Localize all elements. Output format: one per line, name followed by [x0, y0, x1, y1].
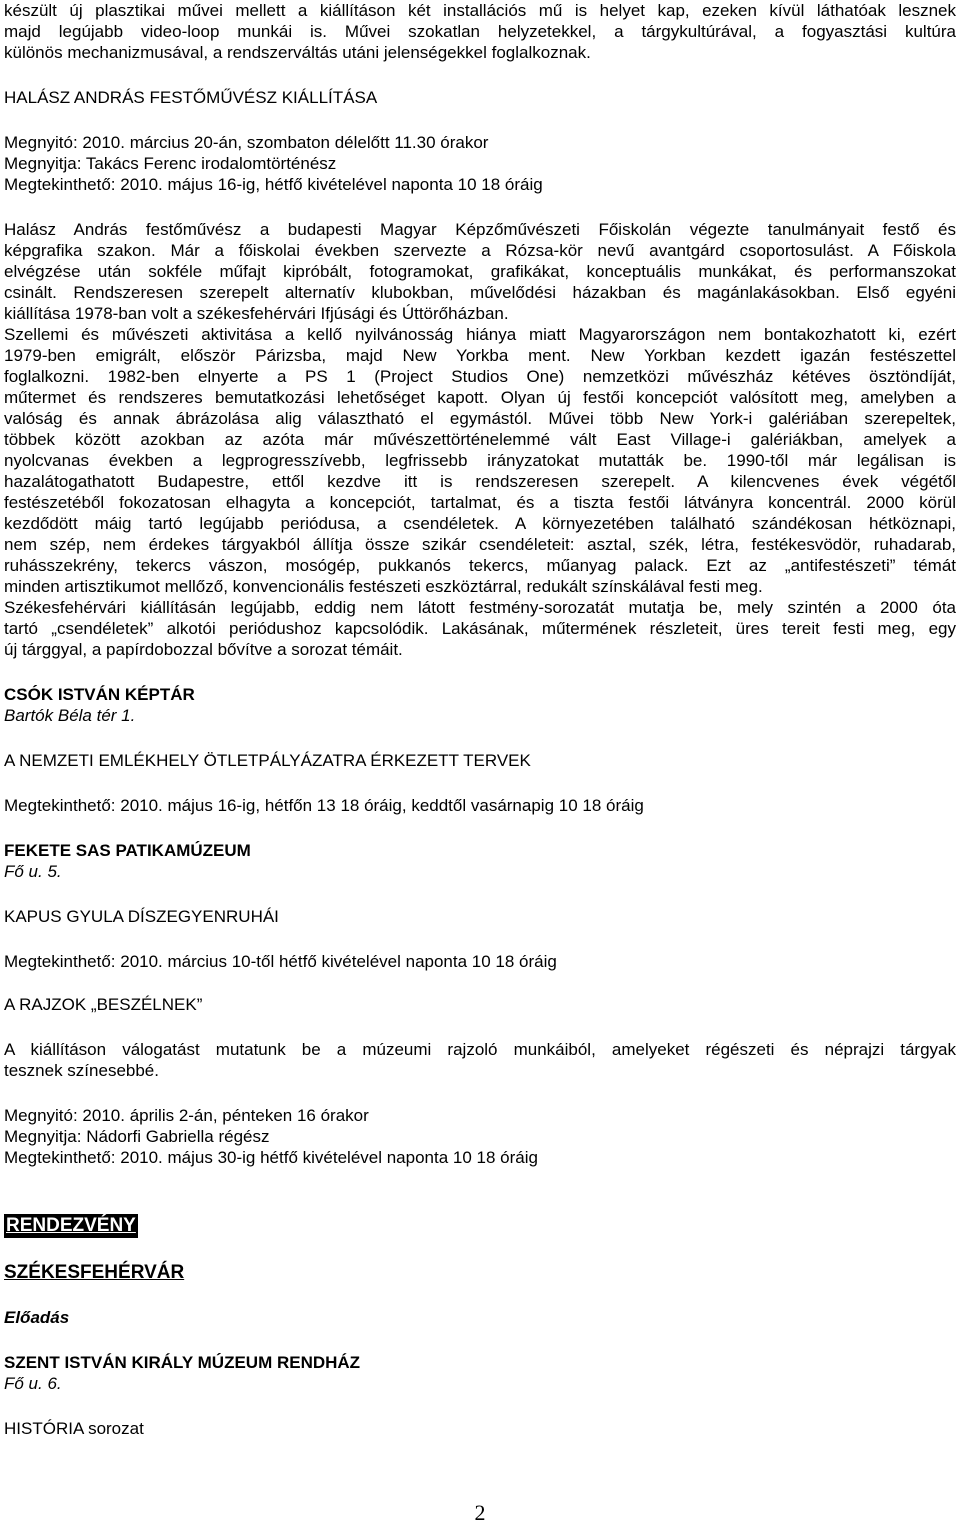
exhibit-desc-line: A kiállításon válogatást mutatunk be a múzeumi rajzoló munkáiból, amelyeket régészeti és néprajzi tárgyak — [4, 1040, 956, 1059]
venue-address-fekete: Fő u. 5. — [4, 862, 62, 881]
halasz-title: HALÁSZ ANDRÁS FESTŐMŰVÉSZ KIÁLLÍTÁSA — [4, 88, 378, 107]
halasz-body-line: ruhásszekrény, tekercs vászon, mosógép, pukkanós tekercs, műanyag palack. Ezt az „antifestészeti” témát — [4, 556, 956, 575]
exhibit-title-rajzok: A RAJZOK „BESZÉLNEK” — [4, 995, 203, 1014]
halasz-body-line: kezdődött máig tartó legújabb periódusa, a csendéletek. A környezetében található szándékosan hétköznapi, — [4, 514, 956, 533]
halasz-body-line: nyolcvanas években a legprogresszívebb, legfrissebb irányzatokat mutatták be. 1990-től már legálisan is — [4, 451, 956, 470]
halasz-body-line: hazalátogathatott Budapestre, ettől kezdve itt is rendszeresen szerepelt. A kilencvenes évek végétől — [4, 472, 956, 491]
event-series: HISTÓRIA sorozat — [4, 1419, 144, 1438]
halasz-body-line: minden artisztikumot mellőző, konvencionális festészeti eszköztárral, redukált színskálával festi meg. — [4, 577, 763, 596]
venue-name-rendhaz: SZENT ISTVÁN KIRÁLY MÚZEUM RENDHÁZ — [4, 1353, 361, 1372]
halasz-body-line: valóság és annak ábrázolása alig választható el egymástól. Művei több New York-i galériában szerepeltek, — [4, 409, 956, 428]
halasz-body-line: Székesfehérvári kiállításán legújabb, eddig nem látott festmény-sorozatát mutatja be, mely szintén a 2000 óta — [4, 598, 956, 617]
exhibit-dates-nemzeti: Megtekinthető: 2010. május 16-ig, hétfőn 13 18 óráig, keddtől vasárnapig 10 18 óráig — [4, 796, 644, 815]
venue-address-rendhaz: Fő u. 6. — [4, 1374, 62, 1393]
halasz-body-line: elvégzése után sokféle műfajt kipróbált, fotogramokat, grafikákat, konceptuális munkákat, és performanszokat — [4, 262, 956, 281]
intro-line: különös mechanizmusával, a rendszerváltás utáni jelenségekkel foglalkoznak. — [4, 43, 591, 62]
exhibit-title-nemzeti: A NEMZETI EMLÉKHELY ÖTLETPÁLYÁZATRA ÉRKEZETT TERVEK — [4, 751, 531, 770]
halasz-body-line: 1979-ben emigrált, először Párizsba, majd New Yorkba ment. New Yorkban kezdett igazán festészettel — [4, 346, 956, 365]
halasz-opening: Megnyitó: 2010. március 20-án, szombaton délelőtt 11.30 órakor — [4, 133, 489, 152]
halasz-body-line: tartó „csendéletek” alkotói periódushoz kapcsolódik. Lakásának, műtermének részleteit, üres tereit festi meg, egy — [4, 619, 956, 638]
halasz-body-line: képgrafika szakon. Már a főiskolai években szervezte a Rózsa-kör nevű avantgárd csoportosulást. A Főiskola — [4, 241, 956, 260]
halasz-body-line: többek között azokban az azóta már művészettörténelemmé vált East Village-i galériákban, amelyek a — [4, 430, 956, 449]
halasz-body-line: kiállítása 1978-ban volt a székesfehérvári Ifjúsági és Úttörőházban. — [4, 304, 509, 323]
venue-name-csok: CSÓK ISTVÁN KÉPTÁR — [4, 685, 195, 704]
halasz-body-line: Halász András festőművész a budapesti Magyar Képzőművészeti Főiskolán végezte tanulmányait festő és — [4, 220, 956, 239]
exhibit-opener-rajzok: Megnyitja: Nádorfi Gabriella régész — [4, 1127, 270, 1146]
venue-name-fekete: FEKETE SAS PATIKAMÚZEUM — [4, 841, 251, 860]
halasz-body-line: új tárggyal, a papírdobozzal bővítve a sorozat témáit. — [4, 640, 403, 659]
halasz-body-line: csinált. Rendszeresen szerepelt alternatív klubokban, művelődési házakban és magánlakásokban. Első egyéni — [4, 283, 956, 302]
exhibit-dates-kapus: Megtekinthető: 2010. március 10-től hétfő kivételével naponta 10 18 óráig — [4, 952, 557, 971]
halasz-dates: Megtekinthető: 2010. május 16-ig, hétfő kivételével naponta 10 18 óráig — [4, 175, 543, 194]
intro-line: majd legújabb video-loop munkái is. Művei szokatlan helyzetekkel, a tárgykultúrával, a fogyasztási kultúra — [4, 22, 956, 41]
exhibit-desc-line: tesznek színesebbé. — [4, 1061, 159, 1080]
halasz-body-line: műtermet és rendszeres bemutatkozási lehetőséget kapott. Olyan új festői koncepciót valósított meg, amelyben a — [4, 388, 956, 407]
halasz-body-line: foglalkozni. 1982-ben elnyerte a PS 1 (Project Studios One) nemzetközi művészház kétéves ösztöndíját, — [4, 367, 956, 386]
rendezveny-heading-wrap — [4, 1214, 956, 1238]
halasz-body-line: nem szép, nem érdekes tárgyakból állítja össze szikár csendéleteit: asztal, szék, létra, festékesvödör, ruhadarab, — [4, 535, 956, 554]
intro-line: készült új plasztikai művei mellett a kiállításon két installációs mű is helyet kap, ezeken kívül láthatóak lesznek — [4, 1, 956, 20]
exhibit-title-kapus: KAPUS GYULA DÍSZEGYENRUHÁI — [4, 907, 279, 926]
rendezveny-heading: RENDEZVÉNY — [6, 1215, 136, 1236]
venue-address-csok: Bartók Béla tér 1. — [4, 706, 136, 725]
page-number: 2 — [474, 1500, 486, 1525]
exhibit-opening-rajzok: Megnyitó: 2010. április 2-án, pénteken 16 órakor — [4, 1106, 369, 1125]
halasz-body-line: festészetéből fokozatosan elhagyta a koncepciót, tartalmat, és a tiszta festői látványra koncentrál. 2000 körül — [4, 493, 956, 512]
halasz-body-line: Szellemi és művészeti aktivitása a kellő nyilvánosság hiánya miatt Magyarországon nem bontakozhatott ki, ezért — [4, 325, 956, 344]
event-category: Előadás — [4, 1308, 70, 1327]
exhibit-dates-rajzok: Megtekinthető: 2010. május 30-ig hétfő kivételével naponta 10 18 óráig — [4, 1148, 538, 1167]
city-heading: SZÉKESFEHÉRVÁR — [4, 1262, 185, 1283]
halasz-opener: Megnyitja: Takács Ferenc irodalomtörténész — [4, 154, 337, 173]
